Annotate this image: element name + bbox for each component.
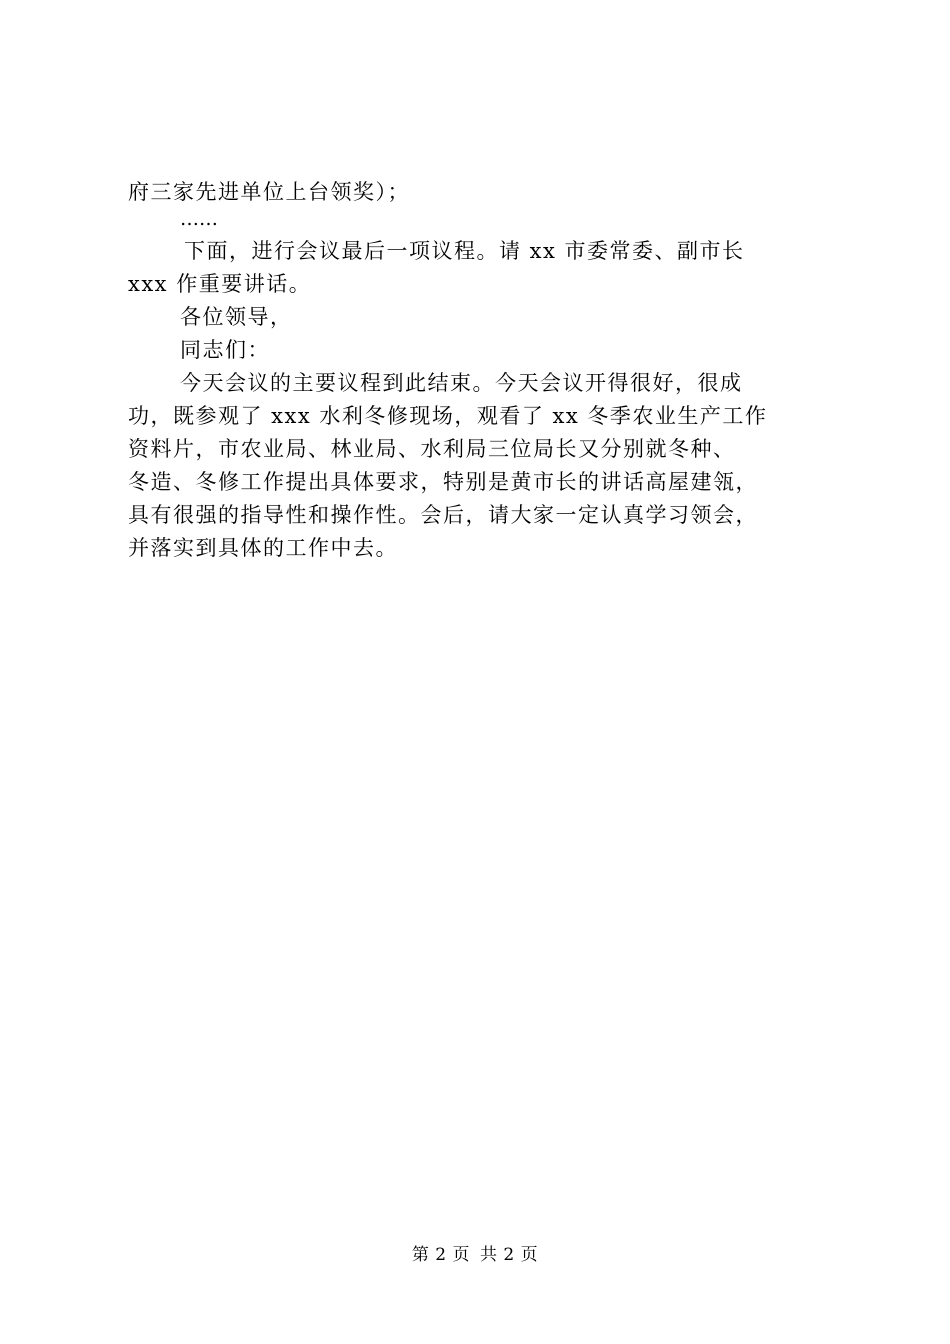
text-line: xxx 作重要讲话。 — [128, 272, 312, 296]
text-line: 功，既参观了 xxx 水利冬修现场，观看了 xx 冬季农业生产工作 — [128, 404, 768, 428]
ellipsis-line: …… — [180, 208, 218, 230]
text-line: 下面，进行会议最后一项议程。请 xx 市委常委、副市长 — [184, 239, 745, 263]
text-line: 资料片，市农业局、林业局、水利局三位局长又分别就冬种、 — [128, 437, 736, 461]
text-line: 冬造、冬修工作提出具体要求，特别是黄市长的讲话高屋建瓴， — [128, 470, 758, 494]
page-number-current: 第 2 页 — [411, 1245, 470, 1265]
salutation-line: 各位领导， — [180, 305, 293, 329]
text-line: 府三家先进单位上台领奖）； — [128, 180, 410, 204]
salutation-line: 同志们： — [180, 338, 270, 362]
text-line: 今天会议的主要议程到此结束。今天会议开得很好，很成 — [180, 371, 743, 395]
page-number-total: 共 2 页 — [480, 1245, 539, 1265]
text-line: 具有很强的指导性和操作性。会后，请大家一定认真学习领会， — [128, 503, 758, 527]
text-line: 并落实到具体的工作中去。 — [128, 536, 398, 560]
page-footer — [0, 1244, 950, 1266]
document-body — [128, 176, 840, 565]
